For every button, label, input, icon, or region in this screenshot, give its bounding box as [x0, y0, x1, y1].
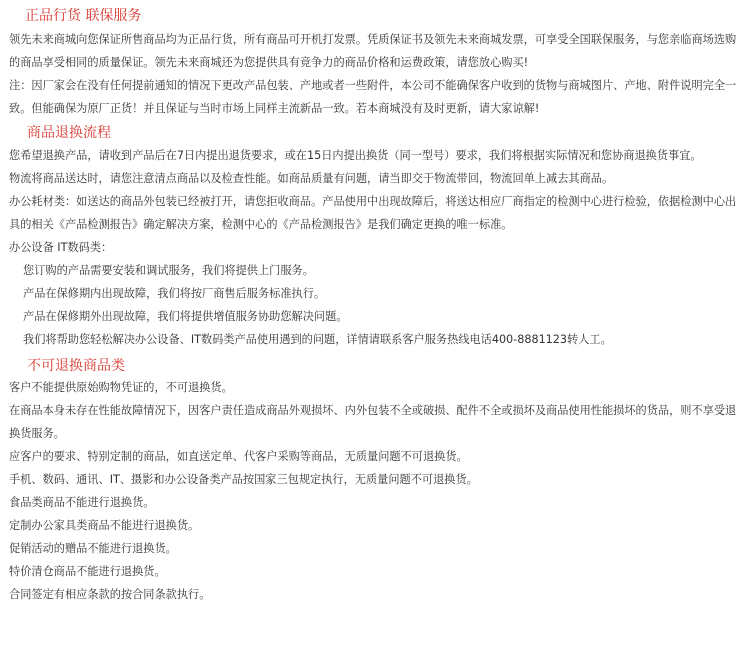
- non-returnable-item: 客户不能提供原始购物凭证的，不可退换货。: [9, 381, 233, 394]
- it-service-item: 产品在保修期内出现故障，我们将按厂商售后服务标准执行。: [23, 287, 326, 300]
- section-title-warranty: 正品行货 联保服务: [25, 8, 142, 24]
- non-returnable-item: 促销活动的赠品不能进行退换货。: [9, 542, 177, 555]
- non-returnable-item: 定制办公家具类商品不能进行退换货。: [9, 519, 200, 532]
- return-paragraph: 您希望退换产品，请收到产品后在7日内提出退货要求，或在15日内提出换货（同一型号）要求，我们将根据实际情况和您协商退换货事宜。: [9, 149, 702, 162]
- return-paragraph: 物流将商品送达时，请您注意清点商品以及检查性能。如商品质量有问题，请当即交于物流带回，物流回单上减去其商品。: [9, 172, 614, 185]
- warranty-paragraph: 领先未来商城向您保证所售商品均为正品行货，所有商品可开机打发票。凭质保证书及领先未来商城发票，可享受全国联保服务，与您亲临商场选购的商品享受相同的质量保证。领先未来商城还为您提供具有竞争力的商品价格和运费政策，请您放心购买!: [9, 33, 737, 69]
- it-service-item: 产品在保修期外出现故障，我们将提供增值服务协助您解决问题。: [23, 310, 348, 323]
- non-returnable-item: 手机、数码、通讯、IT、摄影和办公设备类产品按国家三包规定执行，无质量问题不可退换货。: [9, 473, 478, 486]
- section-title-non-returnable: 不可退换商品类: [27, 358, 125, 374]
- return-paragraph: 办公设备 IT数码类：: [9, 241, 113, 254]
- it-service-item: 您订购的产品需要安装和调试服务，我们将提供上门服务。: [23, 264, 314, 277]
- non-returnable-item: 合同签定有相应条款的按合同条款执行。: [9, 588, 211, 601]
- warranty-note: 注：因厂家会在没有任何提前通知的情况下更改产品包装、产地或者一些附件，本公司不能确保客户收到的货物与商城图片、产地、附件说明完全一致。但能确保为原厂正货！并且保证与当时市场上同样主流新品一致。若本商城没有及时更新，请大家谅解!: [9, 79, 737, 115]
- it-service-item: 我们将帮助您轻松解决办公设备、IT数码类产品使用遇到的问题，详情请联系客户服务热线电话400-8881123转人工。: [23, 333, 612, 346]
- non-returnable-item: 食品类商品不能进行退换货。: [9, 496, 155, 509]
- section-title-return-process: 商品退换流程: [27, 125, 111, 141]
- non-returnable-item: 在商品本身未存在性能故障情况下，因客户责任造成商品外观损坏、内外包装不全或破损、配件不全或损坏及商品使用性能损坏的货品，则不享受退换货服务。: [9, 404, 737, 440]
- non-returnable-item: 应客户的要求、特别定制的商品，如直送定单、代客户采购等商品，无质量问题不可退换货。: [9, 450, 468, 463]
- return-paragraph: 办公耗材类：如送达的商品外包装已经被打开，请您拒收商品。产品使用中出现故障后，将送达相应厂商指定的检测中心进行检验，依据检测中心出具的相关《产品检测报告》确定解决方案，检测中心的《产品检测报告》是我们确定更换的唯一标准。: [9, 195, 737, 231]
- non-returnable-item: 特价清仓商品不能进行退换货。: [9, 565, 166, 578]
